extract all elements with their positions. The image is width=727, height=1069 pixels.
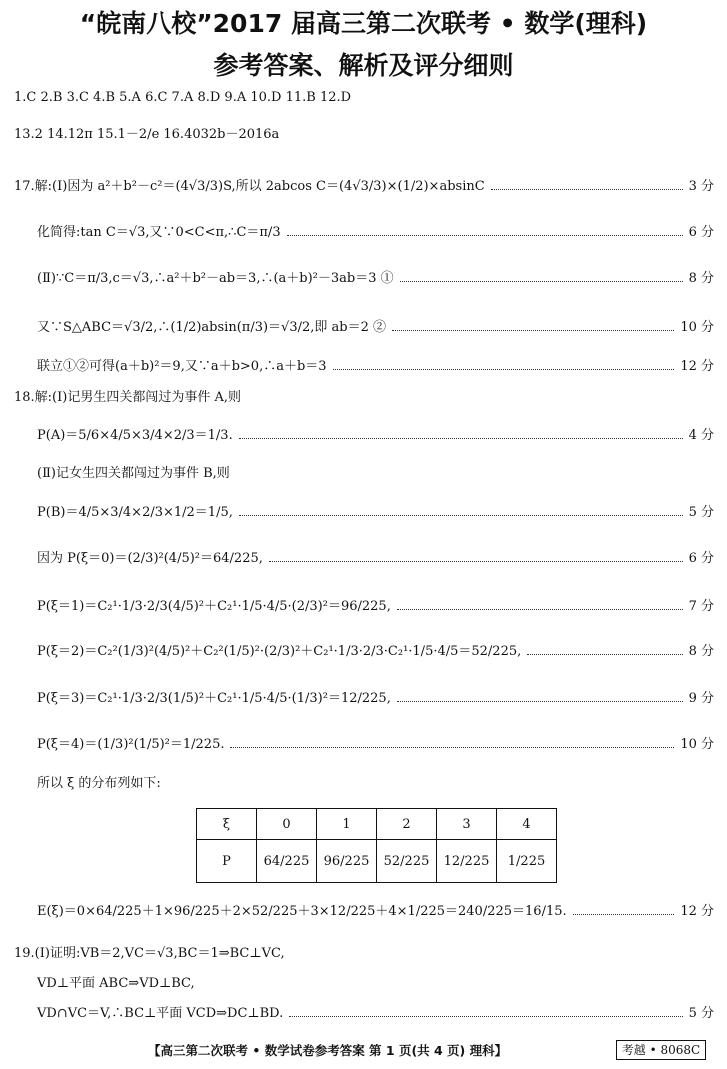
table-header-cell: P	[197, 840, 257, 883]
dot-leader	[573, 914, 675, 915]
solution-text: E(ξ)＝0×64/225＋1×96/225＋2×52/225＋3×12/225＋4×1/225＝240/225＝16/15.	[37, 904, 567, 919]
solution-line	[37, 643, 714, 661]
score: 7 分	[688, 599, 714, 614]
solution-text: P(ξ＝2)＝C₂²(1/3)²(4/5)²＋C₂²(1/5)²·(2/3)²＋C₂¹·1/3·2/3·C₂¹·1/5·4/5＝52/225,	[37, 644, 522, 659]
table-cell: 52/225	[377, 840, 437, 883]
solution-text: P(A)＝5/6×4/5×3/4×2/3＝1/3.	[37, 428, 233, 443]
solution-text: 又∵S△ABC＝√3/2,∴(1/2)absin(π/3)＝√3/2,即 ab＝2 ②	[37, 320, 386, 335]
score: 10 分	[680, 737, 714, 752]
dot-leader	[400, 281, 683, 282]
dot-leader	[287, 235, 683, 236]
solution-line	[37, 270, 714, 288]
document-code-box: 考越 • 8068C	[616, 1040, 706, 1060]
solution-line	[14, 178, 714, 196]
table-cell: 64/225	[257, 840, 317, 883]
solution-text: P(ξ＝1)＝C₂¹·1/3·2/3(4/5)²＋C₂¹·1/5·4/5·(2/3)²＝96/225,	[37, 599, 391, 614]
page-footer: 【高三第二次联考 • 数学试卷参考答案 第 1 页(共 4 页) 理科】	[148, 1043, 508, 1058]
solution-text: P(ξ＝4)＝(1/3)²(1/5)²＝1/225.	[37, 737, 225, 752]
score: 6 分	[688, 551, 714, 566]
table-cell: 1/225	[497, 840, 557, 883]
dot-leader	[397, 609, 683, 610]
solution-line: VD⊥平面 ABC⇒VD⊥BC,	[37, 976, 195, 991]
dot-leader	[392, 330, 674, 331]
score: 5 分	[688, 1006, 714, 1021]
score: 12 分	[680, 359, 714, 374]
solution-line	[37, 224, 714, 242]
solution-line	[37, 550, 714, 568]
dot-leader	[230, 747, 674, 748]
solution-text: P(ξ＝3)＝C₂¹·1/3·2/3(1/5)²＋C₂¹·1/5·4/5·(1/3)²＝12/225,	[37, 691, 391, 706]
score: 10 分	[680, 320, 714, 335]
table-cell: 2	[377, 809, 437, 840]
solution-text: VD∩VC＝V,∴BC⊥平面 VCD⇒DC⊥BD.	[37, 1006, 284, 1021]
table-row	[197, 840, 557, 883]
solution-line	[37, 598, 714, 616]
table-header-cell: ξ	[197, 809, 257, 840]
solution-line	[37, 427, 714, 445]
score: 9 分	[688, 691, 714, 706]
solution-line	[37, 1005, 714, 1023]
dot-leader	[527, 654, 682, 655]
solution-line	[37, 690, 714, 708]
table-row	[197, 809, 557, 840]
choice-answers: 1.C 2.B 3.C 4.B 5.A 6.C 7.A 8.D 9.A 10.D 11.B 12.D	[14, 90, 352, 105]
solution-line: 19.(Ⅰ)证明:VB＝2,VC＝√3,BC＝1⇒BC⊥VC,	[14, 946, 285, 961]
solution-text: 因为 P(ξ＝0)＝(2/3)²(4/5)²＝64/225,	[37, 551, 263, 566]
dot-leader	[397, 701, 683, 702]
table-cell: 4	[497, 809, 557, 840]
score: 6 分	[688, 225, 714, 240]
distribution-table	[196, 808, 557, 883]
solution-line	[37, 319, 714, 337]
dot-leader	[289, 1016, 682, 1017]
solution-text: (Ⅱ)∵C＝π/3,c＝√3,∴a²＋b²－ab＝3,∴(a＋b)²－3ab＝3 ①	[37, 271, 394, 286]
score: 12 分	[680, 904, 714, 919]
dot-leader	[491, 189, 683, 190]
solution-line: 所以 ξ 的分布列如下:	[37, 776, 161, 791]
solution-text: 17.解:(Ⅰ)因为 a²＋b²－c²＝(4√3/3)S,所以 2abcos C＝(4√3/3)×(1/2)×absinC	[14, 179, 485, 194]
dot-leader	[239, 438, 683, 439]
score: 3 分	[688, 179, 714, 194]
solution-line	[37, 903, 714, 921]
solution-line	[37, 736, 714, 754]
document-title: “皖南八校”2017 届高三第二次联考 • 数学(理科)	[79, 9, 648, 38]
dot-leader	[239, 515, 683, 516]
solution-line	[37, 504, 714, 522]
dot-leader	[333, 369, 675, 370]
score: 4 分	[688, 428, 714, 443]
solution-text: P(B)＝4/5×3/4×2/3×1/2＝1/5,	[37, 505, 233, 520]
fill-answers: 13.2 14.12π 15.1－2/e 16.4032b－2016a	[14, 127, 280, 142]
table-cell: 1	[317, 809, 377, 840]
score: 5 分	[688, 505, 714, 520]
solution-text: 联立①②可得(a＋b)²＝9,又∵a＋b>0,∴a＋b＝3	[37, 359, 327, 374]
solution-line	[37, 358, 714, 376]
score: 8 分	[688, 644, 714, 659]
dot-leader	[269, 561, 683, 562]
document-subtitle: 参考答案、解析及评分细则	[213, 51, 514, 80]
score: 8 分	[688, 271, 714, 286]
table-cell: 96/225	[317, 840, 377, 883]
solution-line: (Ⅱ)记女生四关都闯过为事件 B,则	[37, 466, 230, 481]
table-cell: 12/225	[437, 840, 497, 883]
table-cell: 3	[437, 809, 497, 840]
table-cell: 0	[257, 809, 317, 840]
solution-text: 化简得:tan C＝√3,又∵0<C<π,∴C＝π/3	[37, 225, 281, 240]
solution-line: 18.解:(Ⅰ)记男生四关都闯过为事件 A,则	[14, 390, 241, 405]
